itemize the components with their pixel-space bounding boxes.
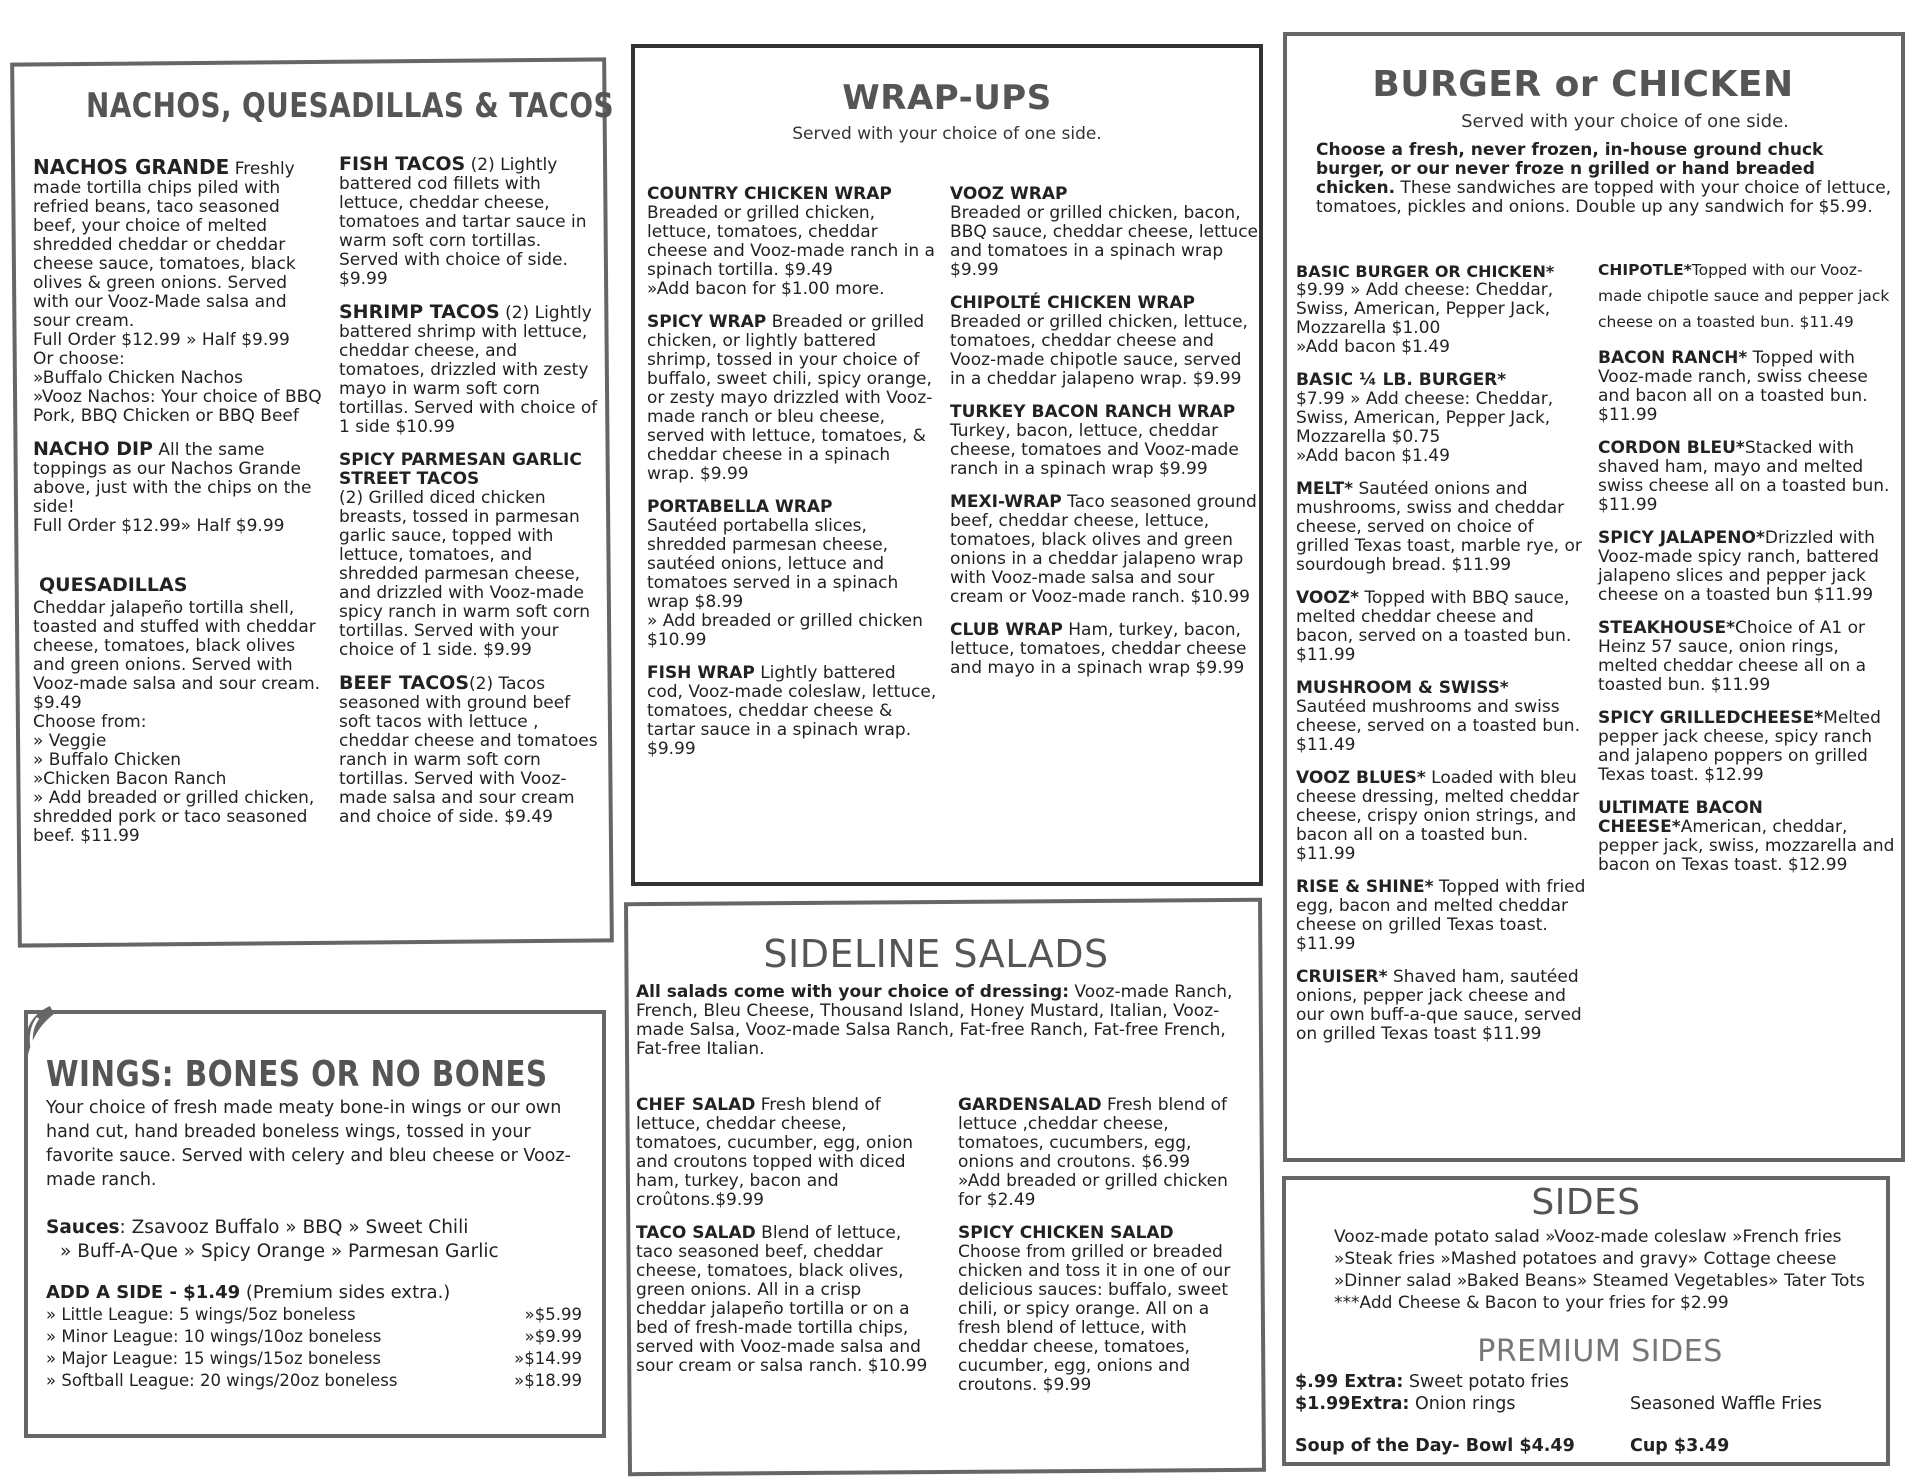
nachos-grande-desc: Freshly made tortilla chips piled with refried beans, taco seasoned beef, your choice of melted shredded cheddar or cheddar cheese sauce, tomatoes, black olives & green onions. Served with our Vooz-Made salsa and sour cream. (33, 159, 296, 331)
wings-sauces-label: Sauces (46, 1217, 120, 1238)
premium-sides-block (1295, 1371, 1885, 1457)
mexi-wrap-desc: Taco seasoned ground beef, cheddar cheese, lettuce, tomatoes, black olives and green onions in a cheddar jalapeno wrap with Vooz-made salsa and sour cream or Vooz-made ranch. $10.99 (950, 492, 1257, 607)
ultimate-bacon-name: ULTIMATE BACON CHEESE* (1598, 798, 1763, 837)
soup-bowl: Soup of the Day- Bowl $4.49 (1295, 1436, 1575, 1456)
beef-tacos-desc: (2) Tacos seasoned with ground beef soft tacos with lettuce , cheddar cheese and tomatoes ranch in warm soft corn tortillas. Served with Vooz-made salsa and sour cream and choice of side. $9.49 (339, 674, 598, 827)
sides-list-block (1334, 1226, 1874, 1314)
country-wrap-desc: Breaded or grilled chicken, lettuce, tomatoes, cheddar cheese and Vooz-made ranch in a spinach tortilla. $9.49 (647, 203, 935, 280)
wraps-title: WRAP-UPS (842, 78, 1052, 118)
nacho-dip-desc: All the same toppings as our Nachos Grande above, just with the chips on the side! (33, 440, 312, 517)
sides-list: Vooz-made potato salad »Vooz-made coleslaw »French fries »Steak fries »Mashed potatoes and gravy» Cottage cheese »Dinner salad »Baked Beans» Steamed Vegetables» Tater Tots (1334, 1227, 1865, 1291)
quesadillas-opt4: » Add breaded or grilled chicken, shredded pork or taco seasoned beef. $11.99 (33, 788, 315, 846)
wings-size-price: »$18.99 (514, 1371, 582, 1390)
burger-intro-text: These sandwiches are topped with your choice of lettuce, tomatoes, pickles and onions. Double up any sandwich for $5.99. (1316, 178, 1892, 217)
wings-size-row (46, 1326, 582, 1348)
wings-body (46, 1096, 598, 1392)
mushroom-desc: Sautéed mushrooms and swiss cheese, served on a toasted bun. $11.49 (1296, 697, 1580, 755)
burger-intro (1316, 141, 1894, 217)
cordon-bleu-name: CORDON BLEU* (1598, 438, 1745, 458)
chef-salad-desc: Fresh blend of lettuce, cheddar cheese, tomatoes, cucumber, egg, onion and croutons topped with diced ham, turkey, bacon and croûtons.$9.99 (636, 1095, 914, 1210)
steakhouse-desc: Choice of A1 or Heinz 57 sauce, onion rings, melted cheddar cheese all on a toasted bun. $11.99 (1598, 618, 1867, 695)
quarter-burger-extra: »Add bacon $1.49 (1296, 446, 1450, 466)
premium-sides-title: PREMIUM SIDES (1477, 1334, 1723, 1369)
burger-intro-bold: Choose a fresh, never frozen, in-house ground chuck burger, or our never froze n grilled or hand breaded chicken. (1316, 140, 1824, 198)
vooz-wrap-name: VOOZ WRAP (950, 184, 1068, 204)
beef-tacos-name: BEEF TACOS (339, 672, 470, 694)
burger-title: BURGER or CHICKEN (1372, 64, 1794, 105)
garden-salad-name: GARDENSALAD (958, 1095, 1102, 1115)
wings-add-side-label: ADD A SIDE - $1.49 (46, 1282, 241, 1303)
wings-size-price: »$14.99 (514, 1349, 582, 1368)
extra-99-item: Sweet potato fries (1403, 1372, 1569, 1392)
turkey-wrap-desc: Turkey, bacon, lettuce, cheddar cheese, tomatoes and Vooz-made ranch in a spinach wrap $9.99 (950, 421, 1239, 479)
portabella-wrap-desc: Sautéed portabella slices, shredded parmesan cheese, sautéed onions, lettuce and tomatoes served in a spinach wrap $8.99 (647, 516, 899, 612)
spicy-parmesan-name: SPICY PARMESAN GARLIC STREET TACOS (339, 450, 582, 489)
soup-cup: Cup $3.49 (1630, 1436, 1730, 1456)
extra-199-item: Onion rings (1409, 1394, 1516, 1414)
portabella-wrap-name: PORTABELLA WRAP (647, 497, 833, 517)
vooz-blues-desc: Loaded with bleu cheese dressing, melted cheddar cheese, crispy onion strings, and bacon all on a toasted bun. $11.99 (1296, 768, 1580, 864)
nachos-col-left (33, 155, 323, 860)
wings-size-price: »$5.99 (524, 1305, 582, 1324)
vooz-blues-name: VOOZ BLUES* (1296, 768, 1426, 788)
spicy-grilled-name: SPICY GRILLEDCHEESE* (1598, 708, 1824, 728)
burger-col-right (1598, 257, 1898, 889)
salads-dressing-text: Vooz-made Ranch, French, Bleu Cheese, Thousand Island, Honey Mustard, Italian, Vooz-made Salsa, Vooz-made Salsa Ranch, Fat-free Ranch, Fat-free French, Fat-free Italian. (636, 982, 1233, 1059)
wings-size-row (46, 1304, 582, 1326)
spicy-chicken-salad-name: SPICY CHICKEN SALAD (958, 1223, 1174, 1243)
wings-size-label: » Softball League: 20 wings/20oz boneless (46, 1371, 398, 1390)
bacon-ranch-desc: Topped with Vooz-made ranch, swiss cheese and bacon all on a toasted bun. $11.99 (1598, 348, 1868, 425)
wraps-col-left (647, 185, 937, 773)
sides-title: SIDES (1531, 1182, 1641, 1223)
wings-size-row (46, 1348, 582, 1370)
melt-name: MELT* (1296, 479, 1354, 499)
nacho-dip-name: NACHO DIP (33, 438, 153, 460)
nachos-grande-opt2: »Vooz Nachos: Your choice of BBQ Pork, BBQ Chicken or BBQ Beef (33, 387, 322, 426)
wings-desc: Your choice of fresh made meaty bone-in wings or our own hand cut, hand breaded boneless wings, tossed in your favorite sauce. Served with celery and bleu cheese or Vooz-made ranch. (46, 1098, 571, 1190)
spicy-jalapeno-desc: Drizzled with Vooz-made spicy ranch, battered jalapeno slices and pepper jack cheese on a toasted bun $11.99 (1598, 528, 1879, 605)
spicy-chicken-salad-desc: Choose from grilled or breaded chicken and toss it in one of our delicious sauces: buffalo, sweet chili, or spicy orange. All on a fresh blend of lettuce, with cheddar cheese, tomatoes, cucumber, egg, onions and croutons. $9.99 (958, 1242, 1231, 1395)
nachos-col-right (339, 155, 601, 841)
vooz-burger-name: VOOZ* (1296, 588, 1359, 608)
salads-title: SIDELINE SALADS (763, 932, 1109, 976)
chef-salad-name: CHEF SALAD (636, 1095, 756, 1115)
ultimate-bacon-desc: American, cheddar, pepper jack, swiss, mozzarella and bacon on Texas toast. $12.99 (1598, 817, 1895, 875)
taco-salad-desc: Blend of lettuce, taco seasoned beef, cheddar cheese, tomatoes, black olives, green onions. All in a crisp cheddar jalapeño tortilla or on a bed of fresh-made tortilla chips, served with Vooz-made salsa and sour cream or salsa ranch. $10.99 (636, 1223, 928, 1376)
fish-wrap-desc: Lightly battered cod, Vooz-made coleslaw, lettuce, tomatoes, cheddar cheese & tartar sauce in a spinach wrap. $9.99 (647, 663, 937, 759)
wraps-subtitle: Served with your choice of one side. (792, 124, 1102, 144)
wings-size-row (46, 1370, 582, 1392)
nachos-title: NACHOS, QUESADILLAS & TACOS (86, 86, 615, 126)
quesadillas-opt1: » Veggie (33, 731, 107, 751)
club-wrap-name: CLUB WRAP (950, 620, 1063, 640)
shrimp-tacos-name: SHRIMP TACOS (339, 301, 500, 323)
wings-sauces-line1: : Zsavooz Buffalo » BBQ » Sweet Chili (119, 1217, 469, 1238)
wings-size-label: » Little League: 5 wings/5oz boneless (46, 1305, 356, 1324)
country-wrap-name: COUNTRY CHICKEN WRAP (647, 184, 892, 204)
salads-dressing (636, 983, 1242, 1059)
spicy-wrap-desc: Breaded or grilled chicken, or lightly battered shrimp, tossed in your choice of buffalo, sweet chili, spicy orange, or zesty mayo drizzled with Vooz-made ranch or bleu cheese, served with lettuce, tomatoes, & cheddar cheese in a spinach wrap. $9.99 (647, 312, 933, 484)
portabella-wrap-extra: » Add breaded or grilled chicken $10.99 (647, 611, 923, 650)
extra-199-label: $1.99Extra: (1295, 1394, 1410, 1414)
salads-dressing-bold: All salads come with your choice of dressing: (636, 982, 1070, 1002)
fish-wrap-name: FISH WRAP (647, 663, 755, 683)
nachos-grande-price: Full Order $12.99 » Half $9.99 (33, 330, 290, 350)
spicy-parmesan-desc: (2) Grilled diced chicken breasts, tossed in parmesan garlic sauce, topped with lettuce, tomatoes, and shredded parmesan cheese, and drizzled with Vooz-made spicy ranch in warm soft corn tortillas. Served with your choice of 1 side. $9.99 (339, 488, 590, 660)
wings-size-list (46, 1304, 598, 1392)
steakhouse-name: STEAKHOUSE* (1598, 618, 1736, 638)
nacho-dip-price: Full Order $12.99» Half $9.99 (33, 516, 285, 536)
vooz-wrap-desc: Breaded or grilled chicken, bacon, BBQ sauce, cheddar cheese, lettuce and tomatoes in a spinach wrap $9.99 (950, 203, 1259, 280)
club-wrap-desc: Ham, turkey, bacon, lettuce, tomatoes, cheddar cheese and mayo in a spinach wrap $9.99 (950, 620, 1247, 678)
garden-salad-desc: Fresh blend of lettuce ,cheddar cheese, tomatoes, cucumbers, egg, onions and croutons. $6.99 (958, 1095, 1228, 1172)
burger-subtitle: Served with your choice of one side. (1461, 111, 1789, 132)
cordon-bleu-desc: Stacked with shaved ham, mayo and melted swiss cheese all on a toasted bun. $11.99 (1598, 438, 1890, 515)
fish-tacos-desc: (2) Lightly battered cod fillets with lettuce, cheddar cheese, tomatoes and tartar sauce in warm soft corn tortillas. Served with choice of side. $9.99 (339, 155, 587, 289)
chipotle-burger-name: CHIPOTLE* (1598, 261, 1692, 279)
spicy-jalapeno-name: SPICY JALAPENO* (1598, 528, 1765, 548)
salads-col-right (958, 1096, 1248, 1409)
melt-desc: Sautéed onions and mushrooms, swiss and cheddar cheese, served on choice of grilled Texas toast, marble rye, or sourdough bread. $11.99 (1296, 479, 1582, 575)
country-wrap-extra: »Add bacon for $1.00 more. (647, 279, 885, 299)
wings-sauces-line2: » Buff-A-Que » Spicy Orange » Parmesan Garlic (60, 1241, 499, 1262)
cruiser-name: CRUISER* (1296, 967, 1388, 987)
quesadillas-choose: Choose from: (33, 712, 147, 732)
wings-title: WINGS: BONES OR NO BONES (46, 1054, 548, 1095)
wings-size-label: » Major League: 15 wings/15oz boneless (46, 1349, 381, 1368)
bacon-ranch-name: BACON RANCH* (1598, 348, 1748, 368)
burger-col-left (1296, 262, 1586, 1058)
vooz-burger-desc: Topped with BBQ sauce, melted cheddar cheese and bacon, served on a toasted bun. $11.99 (1296, 588, 1572, 665)
nachos-grande-opt1: »Buffalo Chicken Nachos (33, 368, 243, 388)
fish-tacos-name: FISH TACOS (339, 153, 466, 175)
quesadillas-name: QUESADILLAS (39, 574, 188, 596)
extra-99-label: $.99 Extra: (1295, 1372, 1404, 1392)
garden-salad-extra: »Add breaded or grilled chicken for $2.49 (958, 1171, 1228, 1210)
salads-col-left (636, 1096, 932, 1390)
chipotle-wrap-name: CHIPOLTÉ CHICKEN WRAP (950, 293, 1195, 313)
wings-size-price: »$9.99 (524, 1327, 582, 1346)
nachos-grande-choose: Or choose: (33, 349, 125, 369)
basic-burger-extra: »Add bacon $1.49 (1296, 337, 1450, 357)
sides-addon: ***Add Cheese & Bacon to your fries for $2.99 (1334, 1293, 1729, 1313)
mexi-wrap-name: MEXI-WRAP (950, 492, 1062, 512)
wings-add-side-note: (Premium sides extra.) (240, 1282, 451, 1303)
quarter-burger-name: BASIC ¼ LB. BURGER* (1296, 370, 1507, 390)
basic-burger-name: BASIC BURGER OR CHICKEN* (1296, 262, 1555, 281)
waffle-fries: Seasoned Waffle Fries (1630, 1394, 1822, 1414)
turkey-wrap-name: TURKEY BACON RANCH WRAP (950, 402, 1236, 422)
quesadillas-desc: Cheddar jalapeño tortilla shell, toasted and stuffed with cheddar cheese, tomatoes, black olives and green onions. Served with Vooz-made salsa and sour cream. $9.49 (33, 598, 321, 713)
chipotle-burger-desc: Topped with our Vooz-made chipotle sauce and pepper jack cheese on a toasted bun. $11.49 (1598, 261, 1890, 331)
quesadillas-opt2: » Buffalo Chicken (33, 750, 182, 770)
cruiser-desc: Shaved ham, sautéed onions, pepper jack cheese and our own buff-a-que sauce, served on grilled Texas toast $11.99 (1296, 967, 1582, 1044)
rise-shine-desc: Topped with fried egg, bacon and melted cheddar cheese on grilled Texas toast. $11.99 (1296, 877, 1586, 954)
shrimp-tacos-desc: (2) Lightly battered shrimp with lettuce, cheddar cheese, and tomatoes, drizzled with zesty mayo in warm soft corn tortillas. Served with choice of 1 side $10.99 (339, 303, 598, 437)
taco-salad-name: TACO SALAD (636, 1223, 756, 1243)
mushroom-name: MUSHROOM & SWISS* (1296, 678, 1509, 698)
rise-shine-name: RISE & SHINE* (1296, 877, 1434, 897)
wings-size-label: » Minor League: 10 wings/10oz boneless (46, 1327, 382, 1346)
spicy-grilled-desc: Melted pepper jack cheese, spicy ranch and jalapeno poppers on grilled Texas toast. $12.99 (1598, 708, 1881, 785)
spicy-wrap-name: SPICY WRAP (647, 312, 767, 332)
chipotle-wrap-desc: Breaded or grilled chicken, lettuce, tomatoes, cheddar cheese and Vooz-made chipotle sauce, served in a cheddar jalapeno wrap. $9.99 (950, 312, 1248, 389)
nachos-grande-name: NACHOS GRANDE (33, 155, 230, 179)
quesadillas-opt3: »Chicken Bacon Ranch (33, 769, 227, 789)
quarter-burger-desc: $7.99 » Add cheese: Cheddar, Swiss, American, Pepper Jack, Mozzarella $0.75 (1296, 389, 1554, 447)
wraps-col-right (950, 185, 1260, 692)
basic-burger-desc: $9.99 » Add cheese: Cheddar, Swiss, American, Pepper Jack, Mozzarella $1.00 (1296, 280, 1554, 338)
